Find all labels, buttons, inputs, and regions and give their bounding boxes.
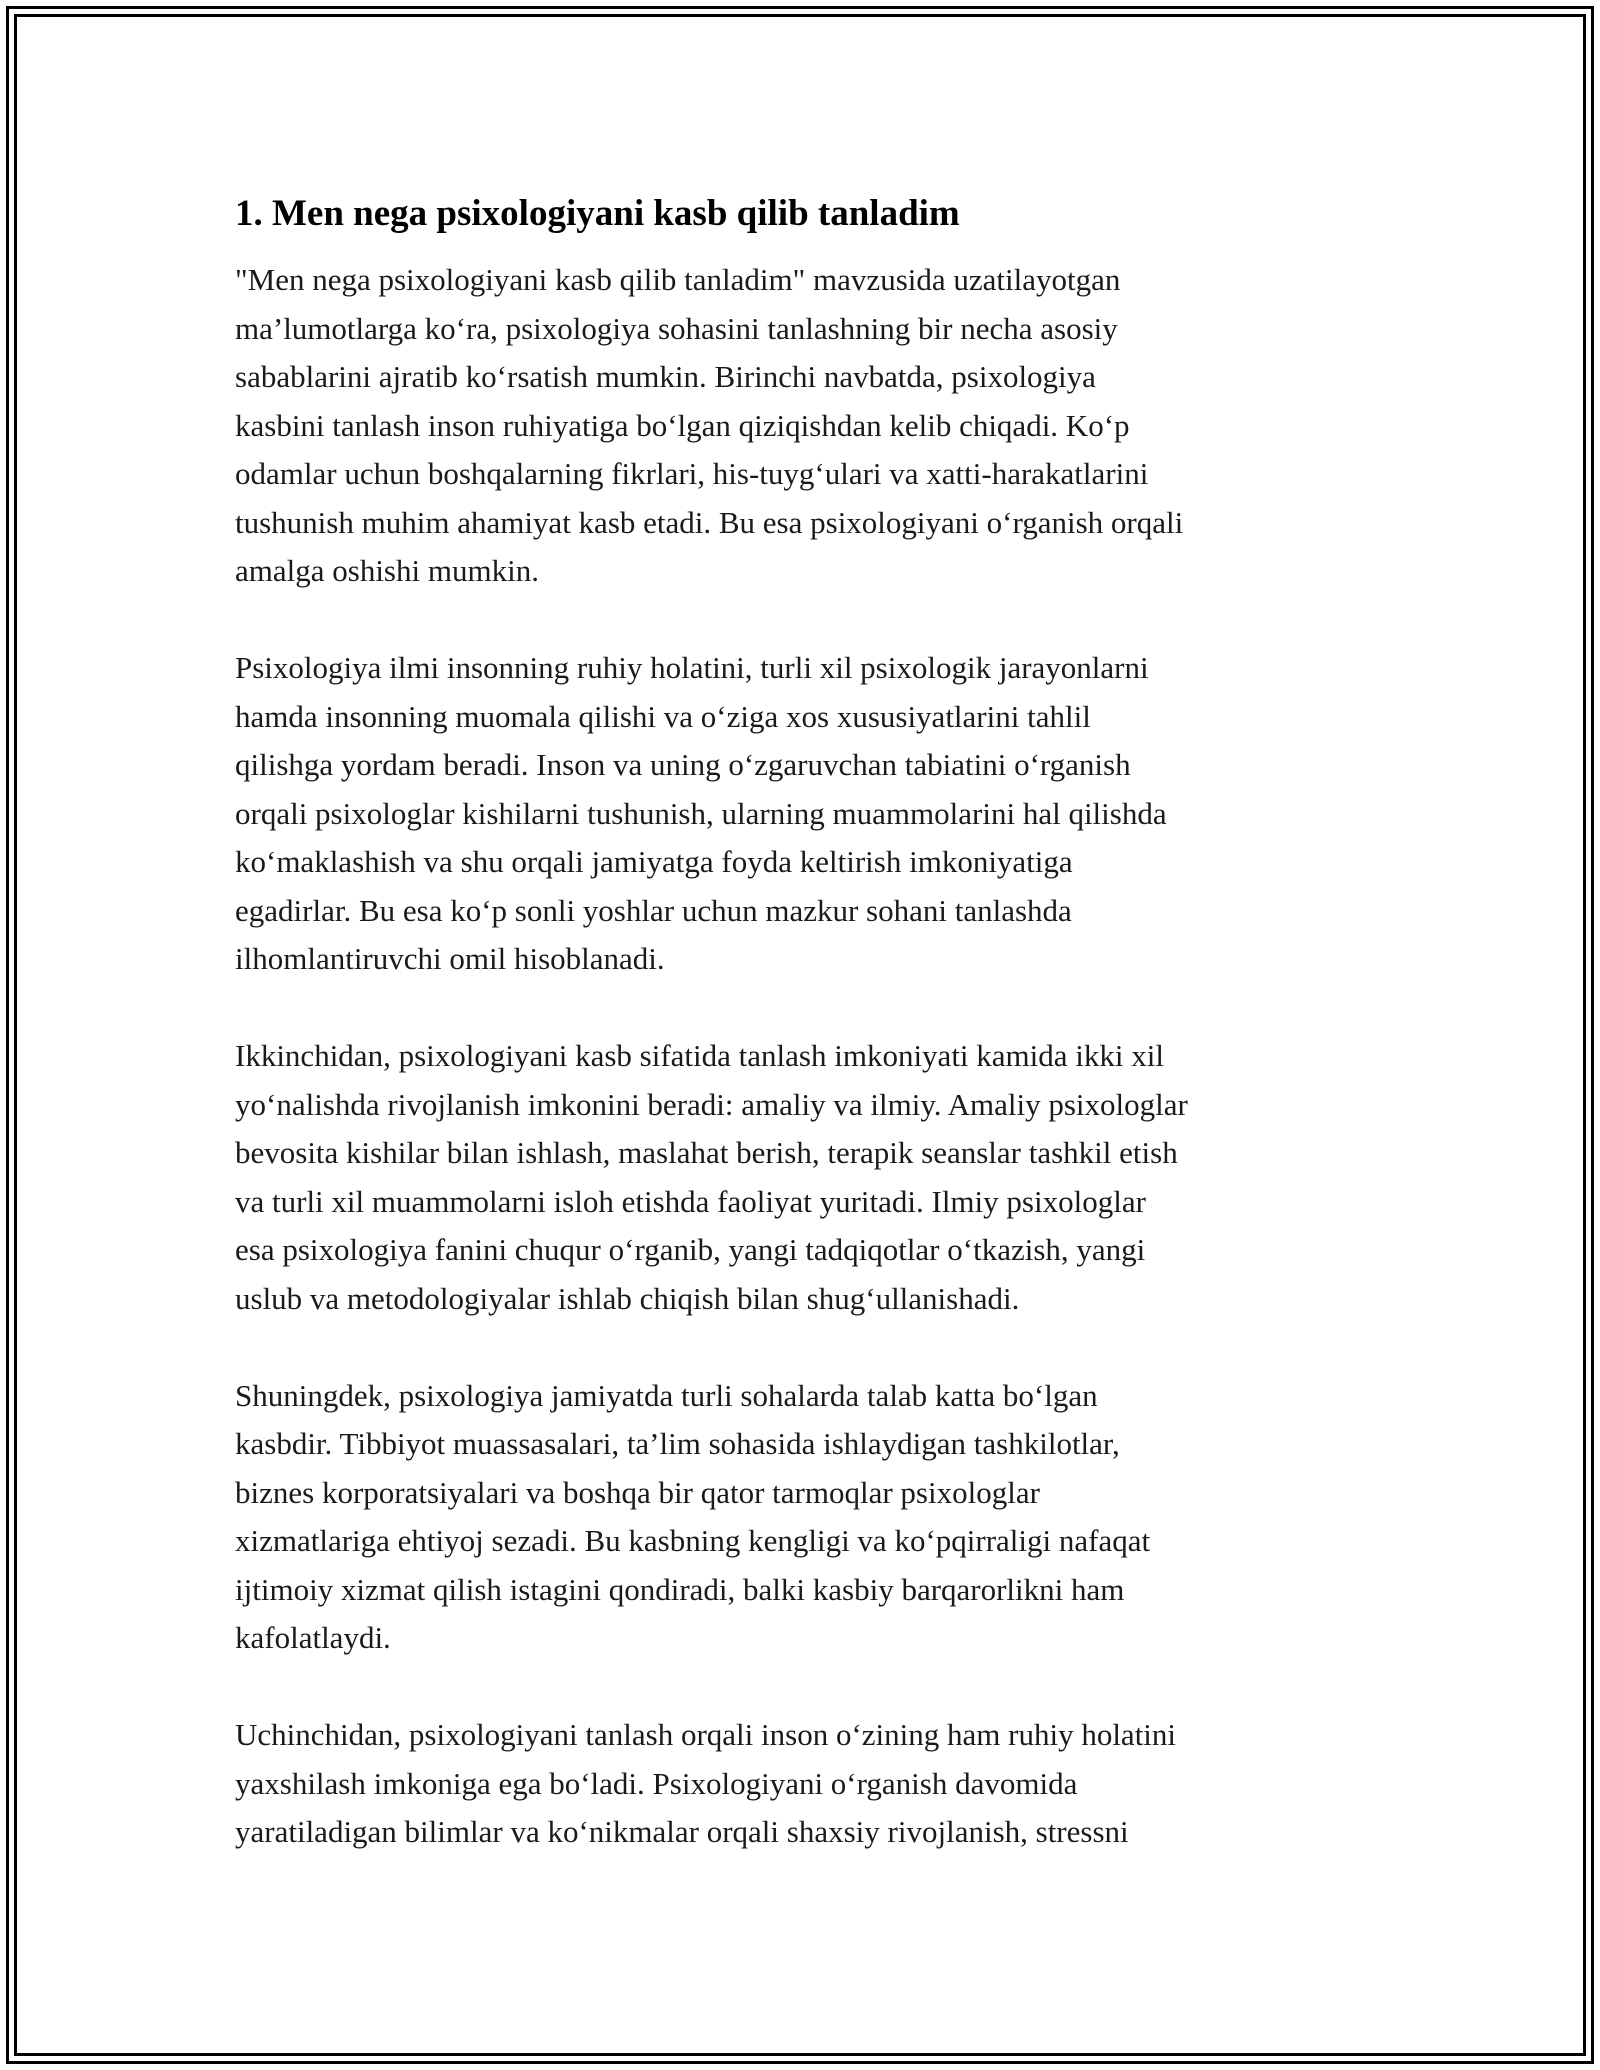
- paragraph-line: ilhomlantiruvchi omil hisoblanadi.: [235, 941, 665, 976]
- paragraph-line: kasbdir. Tibbiyot muassasalari, ta’lim sohasida ishlaydigan tashkilotlar,: [235, 1426, 1120, 1461]
- paragraph-line: Uchinchidan, psixologiyani tanlash orqali inson oʻzining ham ruhiy holatini: [235, 1717, 1177, 1752]
- document-heading: 1. Men nega psixologiyani kasb qilib tanladim: [235, 193, 960, 234]
- paragraph-line: "Men nega psixologiyani kasb qilib tanladim" mavzusida uzatilayotgan: [235, 262, 1121, 297]
- paragraph-line: bevosita kishilar bilan ishlash, maslahat berish, terapik seanslar tashkil etish: [235, 1135, 1178, 1170]
- paragraph: [235, 256, 1375, 596]
- paragraph-line: koʻmaklashish va shu orqali jamiyatga foyda keltirish imkoniyatiga: [235, 844, 1073, 879]
- paragraph-line: ma’lumotlarga koʻra, psixologiya sohasini tanlashning bir necha asosiy: [235, 310, 1118, 346]
- paragraph: [235, 644, 1375, 984]
- paragraph-line: yaratiladigan bilimlar va koʻnikmalar orqali shaxsiy rivojlanish, stressni: [235, 1814, 1129, 1849]
- paragraph-line: Psixologiya ilmi insonning ruhiy holatini, turli xil psixologik jarayonlarni: [235, 650, 1149, 685]
- paragraph-line: va turli xil muammolarni isloh etishda faoliyat yuritadi. Ilmiy psixologlar: [235, 1183, 1146, 1219]
- paragraph-line: yoʻnalishda rivojlanish imkonini beradi: amaliy va ilmiy. Amaliy psixologlar: [235, 1086, 1188, 1122]
- paragraph-line: yaxshilash imkoniga ega boʻladi. Psixologiyani oʻrganish davomida: [235, 1765, 1078, 1801]
- paragraph-line: esa psixologiya fanini chuqur oʻrganib, yangi tadqiqotlar oʻtkazish, yangi: [235, 1232, 1146, 1267]
- paragraph-line: hamda insonning muomala qilishi va oʻziga xos xususiyatlarini tahlil: [235, 698, 1091, 734]
- paragraph-line: xizmatlariga ehtiyoj sezadi. Bu kasbning kengligi va koʻpqirraligi nafaqat: [235, 1523, 1151, 1558]
- paragraph-line: biznes korporatsiyalari va boshqa bir qator tarmoqlar psixologlar: [235, 1474, 1040, 1510]
- paragraph-line: kasbini tanlash inson ruhiyatiga boʻlgan qiziqishdan kelib chiqadi. Koʻp: [235, 407, 1130, 443]
- paragraph: [235, 1711, 1375, 1857]
- paragraph-list: [235, 256, 1375, 1857]
- paragraph-line: ijtimoiy xizmat qilish istagini qondiradi, balki kasbiy barqarorlikni ham: [235, 1571, 1125, 1607]
- document-content: [235, 190, 1375, 1905]
- paragraph-line: uslub va metodologiyalar ishlab chiqish bilan shugʻullanishadi.: [235, 1280, 1020, 1316]
- paragraph-line: kafolatlaydi.: [235, 1620, 391, 1655]
- paragraph-line: amalga oshishi mumkin.: [235, 553, 539, 588]
- paragraph: [235, 1032, 1375, 1323]
- paragraph-line: Ikkinchidan, psixologiyani kasb sifatida tanlash imkoniyati kamida ikki xil: [235, 1038, 1164, 1073]
- paragraph-line: tushunish muhim ahamiyat kasb etadi. Bu esa psixologiyani oʻrganish orqali: [235, 504, 1184, 540]
- paragraph-line: orqali psixologlar kishilarni tushunish, ularning muammolarini hal qilishda: [235, 795, 1167, 831]
- paragraph: [235, 1372, 1375, 1663]
- paragraph-line: egadirlar. Bu esa koʻp sonli yoshlar uchun mazkur sohani tanlashda: [235, 892, 1072, 928]
- paragraph-line: sabablarini ajratib koʻrsatish mumkin. Birinchi navbatda, psixologiya: [235, 359, 1096, 394]
- paragraph-line: odamlar uchun boshqalarning fikrlari, his-tuygʻulari va xatti-harakatlarini: [235, 456, 1149, 491]
- paragraph-line: Shuningdek, psixologiya jamiyatda turli sohalarda talab katta boʻlgan: [235, 1377, 1098, 1413]
- paragraph-line: qilishga yordam beradi. Inson va uning oʻzgaruvchan tabiatini oʻrganish: [235, 747, 1131, 782]
